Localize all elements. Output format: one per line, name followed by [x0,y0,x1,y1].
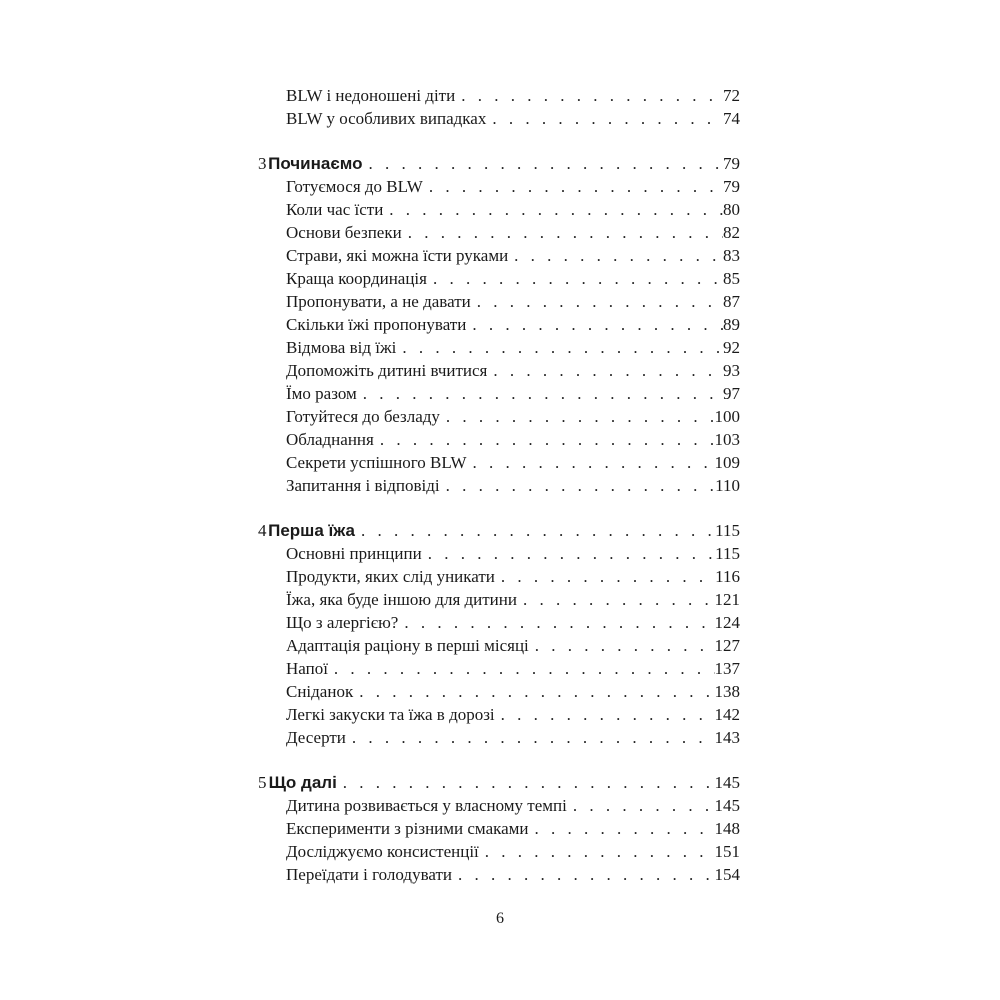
chapter-page-number: 79 [723,154,740,173]
entry-title: Напої [286,659,328,678]
entry-page-number: 145 [714,796,740,815]
entry-title: Сніданок [286,682,354,701]
entry-title: Коли час їсти [286,200,384,219]
toc-entry[interactable] [258,703,740,726]
toc-entry[interactable] [258,382,740,405]
toc-entry[interactable] [258,794,740,817]
chapter-number: 4 [258,521,267,540]
entry-title: Страви, які можна їсти руками [286,246,509,265]
toc-entry[interactable] [258,565,740,588]
leader-dots [472,313,723,336]
toc-entry[interactable] [258,588,740,611]
entry-page-number: 79 [723,177,740,196]
leader-dots [359,680,714,703]
toc-entry[interactable] [258,817,740,840]
entry-page-number: 143 [714,728,740,747]
toc-entry[interactable] [258,84,740,107]
entry-page-number: 110 [715,476,740,495]
toc-section [258,519,740,749]
page-number: 6 [496,910,504,927]
entry-page-number: 74 [723,109,740,128]
chapter-title: Що далі [268,773,337,792]
entry-page-number: 148 [714,819,740,838]
entry-page-number: 115 [715,544,740,563]
entry-title: Продукти, яких слід уникати [286,567,495,586]
entry-page-number: 138 [714,682,740,701]
leader-dots [429,175,723,198]
leader-dots [446,474,716,497]
entry-title: Готуйтеся до безладу [286,407,440,426]
entry-page-number: 103 [714,430,740,449]
leader-dots [361,519,715,542]
leader-dots [363,382,723,405]
leader-dots [492,107,723,130]
entry-title: Що з алергією? [286,613,399,632]
chapter-title: Перша їжа [268,521,355,540]
entry-title: Десерти [286,728,346,747]
entry-title: Допоможіть дитині вчитися [286,361,488,380]
toc-entry[interactable] [258,336,740,359]
leader-dots [535,634,715,657]
toc-section [258,152,740,497]
leader-dots [514,244,723,267]
leader-dots [458,863,715,886]
leader-dots [352,726,715,749]
toc-entry[interactable] [258,267,740,290]
leader-dots [428,542,715,565]
toc-entry[interactable] [258,680,740,703]
toc-entry[interactable] [258,657,740,680]
entry-page-number: 97 [723,384,740,403]
entry-page-number: 121 [714,590,740,609]
entry-title: Переїдати і голодувати [286,865,452,884]
leader-dots [343,771,715,794]
entry-page-number: 116 [715,567,740,586]
toc-entry[interactable] [258,290,740,313]
entry-page-number: 109 [714,453,740,472]
leader-dots [408,221,723,244]
leader-dots [389,198,723,221]
leader-dots [404,611,714,634]
toc-entry[interactable] [258,863,740,886]
toc-entry[interactable] [258,428,740,451]
toc-section [258,771,740,886]
chapter-page-number: 115 [715,521,740,540]
entry-page-number: 82 [723,223,740,242]
entry-title: BLW і недоношені діти [286,86,456,105]
leader-dots [402,336,723,359]
leader-dots [461,84,723,107]
leader-dots [535,817,715,840]
entry-page-number: 154 [714,865,740,884]
toc-entry[interactable] [258,474,740,497]
chapter-number: 5 [258,773,267,792]
entry-title: Їмо разом [286,384,357,403]
toc-section [258,84,740,130]
entry-title: Адаптація раціону в перші місяці [286,636,529,655]
entry-title: Їжа, яка буде іншою для дитини [286,590,517,609]
entry-title: Легкі закуски та їжа в дорозі [286,705,495,724]
entry-page-number: 124 [714,613,740,632]
toc-entry[interactable] [258,405,740,428]
entry-page-number: 127 [714,636,740,655]
toc-entry[interactable] [258,611,740,634]
leader-dots [477,290,723,313]
entry-page-number: 100 [714,407,740,426]
chapter-title: Починаємо [268,154,363,173]
entry-title: BLW у особливих випадках [286,109,487,128]
leader-dots [501,703,715,726]
toc-entry[interactable] [258,244,740,267]
entry-title: Дитина розвивається у власному темпі [286,796,567,815]
table-of-contents [258,84,740,908]
entry-title: Відмова від їжі [286,338,397,357]
entry-title: Обладнання [286,430,374,449]
entry-page-number: 80 [723,200,740,219]
toc-entry[interactable] [258,175,740,198]
leader-dots [501,565,715,588]
toc-entry[interactable] [258,840,740,863]
toc-entry[interactable] [258,198,740,221]
toc-entry[interactable] [258,634,740,657]
chapter-page-number: 145 [714,773,740,792]
entry-title: Експерименти з різними смаками [286,819,529,838]
leader-dots [433,267,723,290]
toc-entry[interactable] [258,107,740,130]
entry-title: Запитання і відповіді [286,476,440,495]
leader-dots [334,657,715,680]
leader-dots [493,359,723,382]
entry-page-number: 93 [723,361,740,380]
toc-entry[interactable] [258,313,740,336]
leader-dots [523,588,715,611]
entry-title: Основи безпеки [286,223,402,242]
entry-page-number: 92 [723,338,740,357]
entry-title: Пропонувати, а не давати [286,292,471,311]
chapter-number: 3 [258,154,267,173]
chapter-heading[interactable] [258,771,740,794]
entry-title: Скільки їжі пропонувати [286,315,467,334]
entry-page-number: 72 [723,86,740,105]
leader-dots [485,840,715,863]
leader-dots [473,451,715,474]
entry-page-number: 87 [723,292,740,311]
entry-page-number: 89 [723,315,740,334]
entry-title: Секрети успішного BLW [286,453,467,472]
toc-entry[interactable] [258,221,740,244]
leader-dots [368,152,723,175]
entry-title: Готуємося до BLW [286,177,423,196]
leader-dots [380,428,715,451]
entry-page-number: 85 [723,269,740,288]
toc-entry[interactable] [258,542,740,565]
entry-page-number: 83 [723,246,740,265]
chapter-heading[interactable] [258,519,740,542]
entry-page-number: 142 [714,705,740,724]
entry-title: Основні принципи [286,544,422,563]
entry-page-number: 137 [714,659,740,678]
entry-title: Краща координація [286,269,427,288]
chapter-heading[interactable] [258,152,740,175]
toc-entry[interactable] [258,359,740,382]
entry-page-number: 151 [714,842,740,861]
entry-title: Досліджуємо консистенції [286,842,479,861]
toc-entry[interactable] [258,726,740,749]
toc-entry[interactable] [258,451,740,474]
leader-dots [446,405,715,428]
leader-dots [573,794,715,817]
